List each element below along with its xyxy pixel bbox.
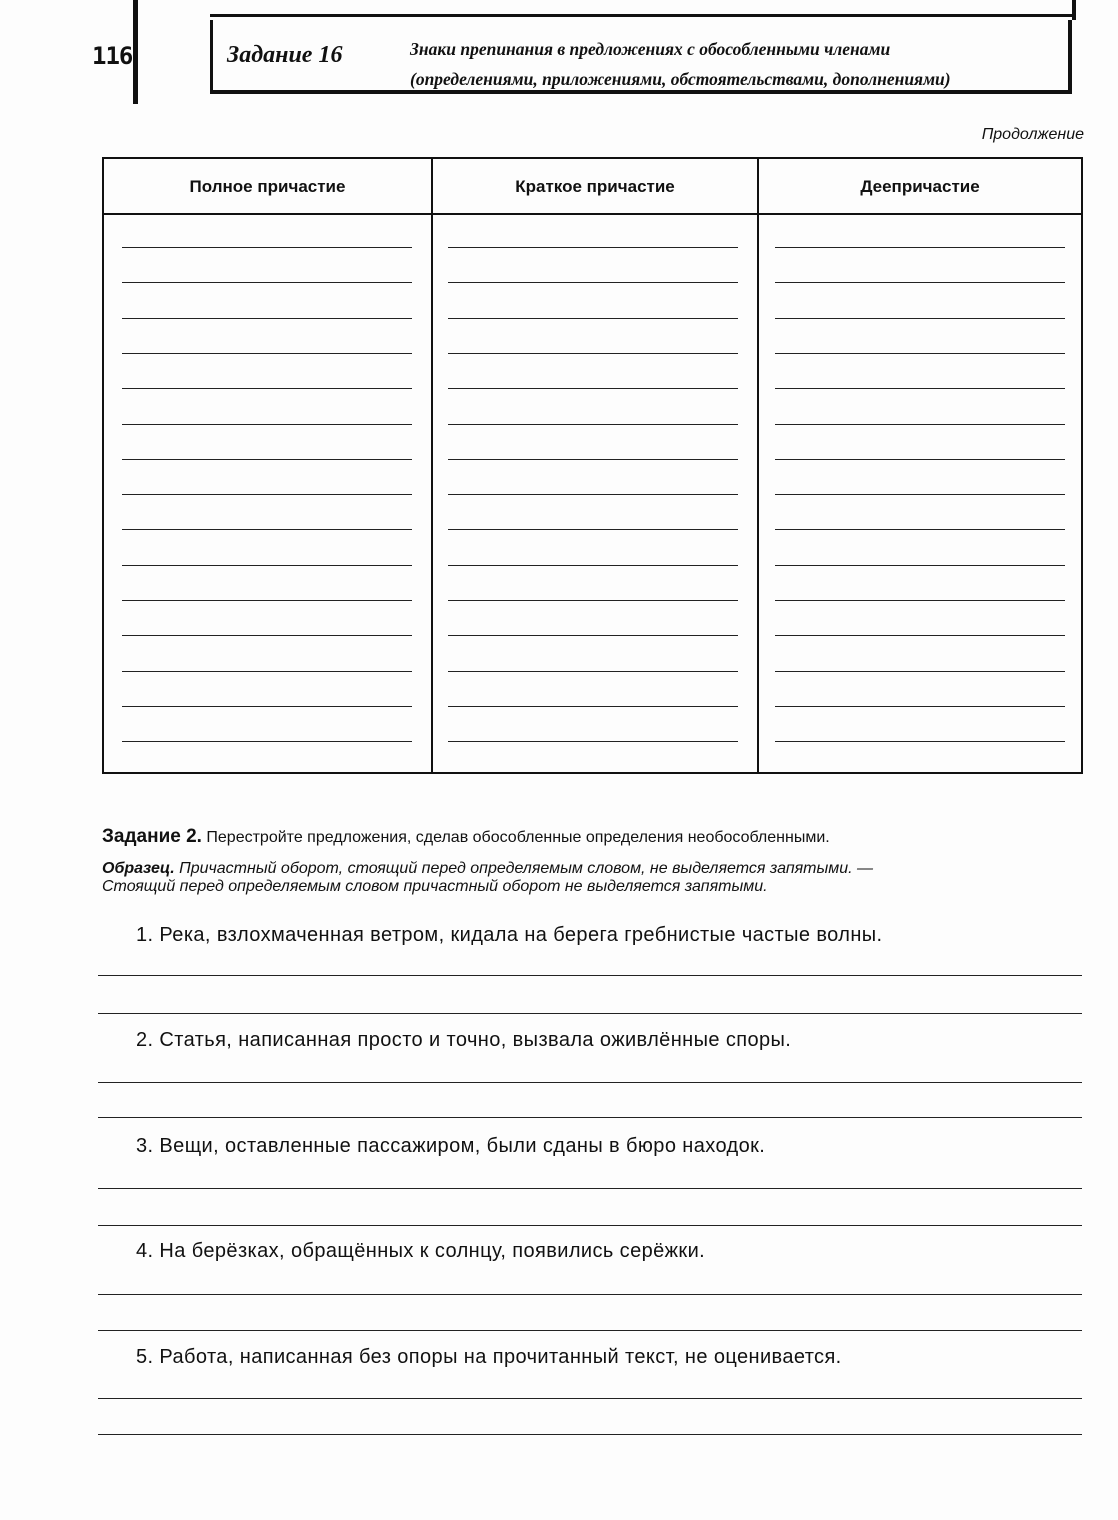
table-writing-line[interactable]: [775, 741, 1065, 742]
table-writing-line[interactable]: [448, 247, 738, 248]
table-writing-line[interactable]: [448, 706, 738, 707]
table-writing-line[interactable]: [775, 353, 1065, 354]
sentence-1: 1. Река, взлохмаченная ветром, кидала на берега гребнистые частые волны.: [136, 924, 883, 946]
table-header-divider: [104, 213, 1081, 215]
table-writing-line[interactable]: [448, 424, 738, 425]
margin-bar: [133, 0, 138, 104]
sentence-2: 2. Статья, написанная просто и точно, вызвала оживлённые споры.: [136, 1029, 792, 1051]
table-writing-line[interactable]: [448, 282, 738, 283]
table-writing-line[interactable]: [775, 706, 1065, 707]
answer-line[interactable]: [98, 1294, 1082, 1295]
table-writing-line[interactable]: [122, 494, 412, 495]
table-writing-line[interactable]: [775, 671, 1065, 672]
answer-line[interactable]: [98, 1013, 1082, 1014]
table-writing-line[interactable]: [122, 706, 412, 707]
table-writing-line[interactable]: [775, 282, 1065, 283]
task-label: Задание 16: [227, 42, 343, 68]
answer-line[interactable]: [98, 1188, 1082, 1189]
sample-text-1: Причастный оборот, стоящий перед определяемым словом, не выделяется запятыми. —: [179, 860, 874, 877]
table-writing-line[interactable]: [775, 494, 1065, 495]
answer-line[interactable]: [98, 1330, 1082, 1331]
table-writing-line[interactable]: [122, 565, 412, 566]
column-header-short-participle: Краткое причастие: [515, 177, 675, 196]
task-title-line-2: (определениями, приложениями, обстоятельствами, дополнениями): [410, 69, 951, 89]
sentence-5: 5. Работа, написанная без опоры на прочитанный текст, не оценивается.: [136, 1346, 842, 1368]
table-writing-line[interactable]: [448, 459, 738, 460]
continuation-label: Продолжение: [981, 126, 1084, 143]
table-writing-line[interactable]: [448, 600, 738, 601]
column-header-full-participle: Полное причастие: [189, 177, 346, 196]
task2-heading: [102, 826, 830, 848]
answer-line[interactable]: [98, 1434, 1082, 1435]
table-writing-line[interactable]: [122, 282, 412, 283]
table-writing-line[interactable]: [122, 424, 412, 425]
participle-table: [102, 157, 1083, 774]
answer-line[interactable]: [98, 1225, 1082, 1226]
table-writing-line[interactable]: [122, 600, 412, 601]
sentence-3: 3. Вещи, оставленные пассажиром, были сданы в бюро находок.: [136, 1135, 766, 1157]
table-writing-line[interactable]: [775, 424, 1065, 425]
table-writing-line[interactable]: [775, 318, 1065, 319]
answer-line[interactable]: [98, 1117, 1082, 1118]
table-writing-line[interactable]: [122, 635, 412, 636]
table-writing-line[interactable]: [122, 247, 412, 248]
table-writing-line[interactable]: [122, 529, 412, 530]
task2-title: Задание 2.: [102, 826, 202, 847]
sample-label: Образец.: [102, 860, 175, 877]
table-writing-line[interactable]: [775, 565, 1065, 566]
sample-line-1: [102, 860, 873, 878]
table-writing-line[interactable]: [122, 671, 412, 672]
header-box-top-border: [210, 14, 1076, 17]
table-writing-line[interactable]: [775, 529, 1065, 530]
table-writing-line[interactable]: [448, 529, 738, 530]
column-header-gerund: Деепричастие: [860, 177, 980, 196]
task-title: [410, 34, 951, 94]
table-writing-line[interactable]: [448, 671, 738, 672]
table-writing-line[interactable]: [448, 494, 738, 495]
table-writing-line[interactable]: [448, 353, 738, 354]
answer-line[interactable]: [98, 1398, 1082, 1399]
sentence-4: 4. На берёзках, обращённых к солнцу, появились серёжки.: [136, 1240, 706, 1262]
column-divider: [757, 159, 759, 772]
answer-line[interactable]: [98, 1082, 1082, 1083]
header-right-rule: [1072, 0, 1076, 20]
table-writing-line[interactable]: [122, 318, 412, 319]
table-writing-line[interactable]: [122, 459, 412, 460]
table-writing-line[interactable]: [448, 565, 738, 566]
table-writing-line[interactable]: [775, 600, 1065, 601]
table-writing-line[interactable]: [448, 635, 738, 636]
task-title-line-1: Знаки препинания в предложениях с обособленными членами: [410, 39, 891, 59]
sample-line-2: Стоящий перед определяемым словом причастный оборот не выделяется запятыми.: [102, 878, 768, 895]
answer-line[interactable]: [98, 975, 1082, 976]
table-writing-line[interactable]: [122, 353, 412, 354]
table-writing-line[interactable]: [775, 459, 1065, 460]
table-writing-line[interactable]: [448, 388, 738, 389]
column-divider: [431, 159, 433, 772]
table-writing-line[interactable]: [775, 247, 1065, 248]
table-writing-line[interactable]: [122, 741, 412, 742]
table-writing-line[interactable]: [448, 318, 738, 319]
table-writing-line[interactable]: [775, 635, 1065, 636]
task2-instruction: Перестройте предложения, сделав обособленные определения необособленными.: [206, 829, 830, 846]
table-writing-line[interactable]: [775, 388, 1065, 389]
table-writing-line[interactable]: [448, 741, 738, 742]
page-number: 116: [92, 42, 133, 70]
table-writing-line[interactable]: [122, 388, 412, 389]
